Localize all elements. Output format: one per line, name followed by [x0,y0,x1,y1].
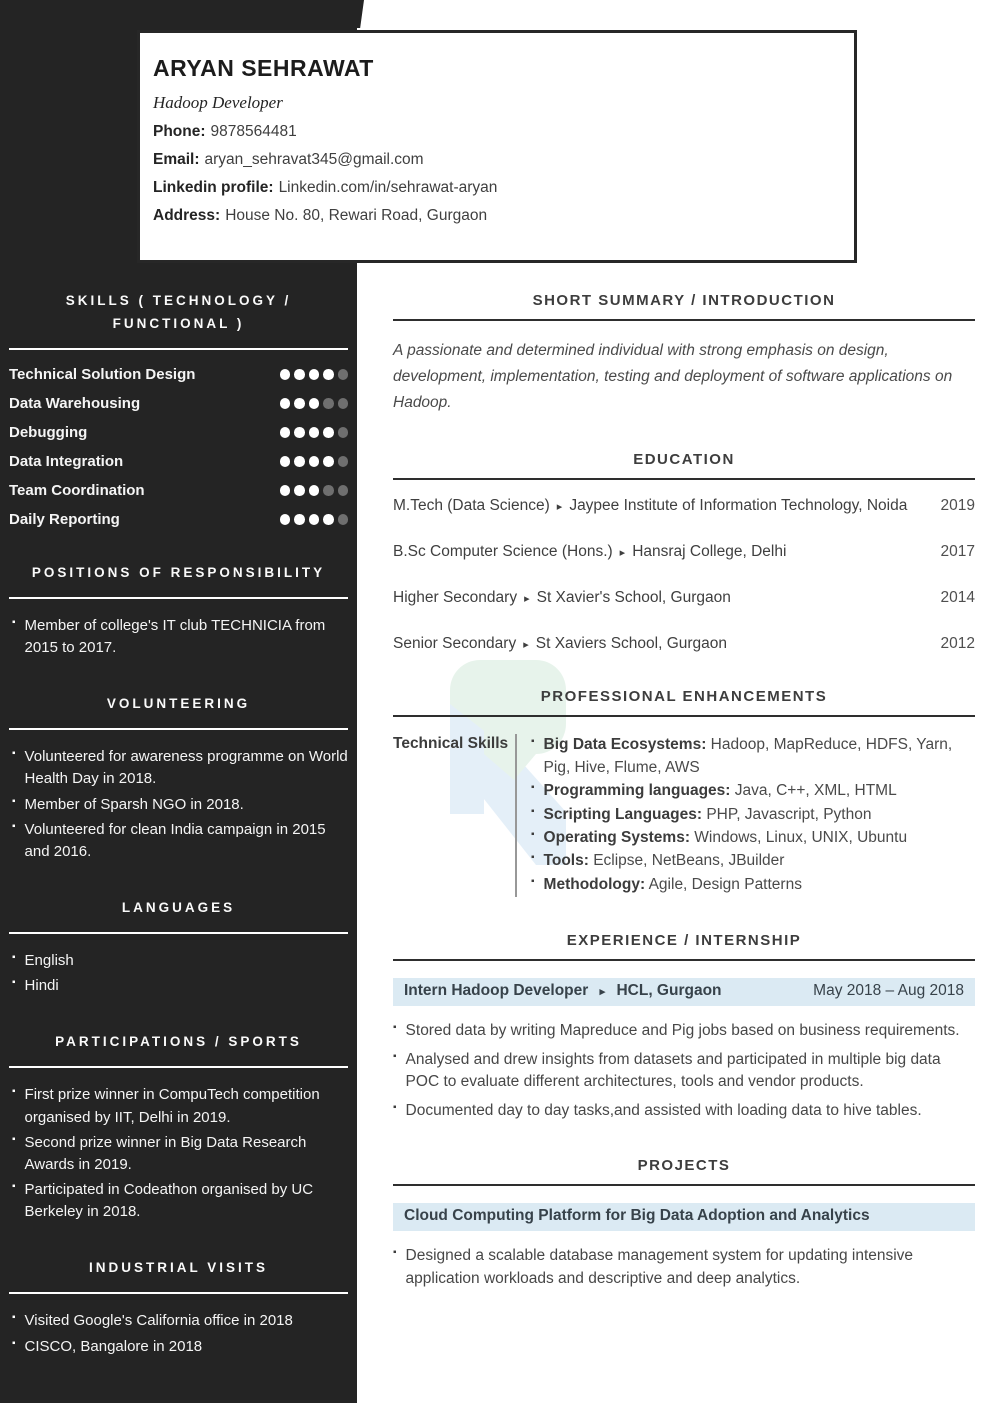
rating-dot-empty [338,369,349,380]
bullet-square-icon: ▪ [12,795,16,807]
header-card [137,30,857,263]
technical-skills-row-label: Technical Skills [393,735,509,753]
education-year: 2017 [940,543,975,561]
summary-text: A passionate and determined individual with strong emphasis on design, development, implementation, testing and deployment of software applications on Hadoop. [393,342,953,412]
experience-heading: EXPERIENCE / INTERNSHIP [566,932,802,950]
bullet-item [393,1100,975,1122]
technical-skill-item [531,850,975,872]
bullet-square-icon: ▪ [531,736,535,748]
arrow-separator-icon: ▸ [619,547,626,560]
technical-skill-item [531,734,975,779]
job-role: Intern Hadoop Developer [404,982,589,1000]
bullet-square-icon: ▪ [531,828,535,840]
skill-rating [280,427,349,438]
bullet-square-icon: ▪ [12,1337,16,1349]
rating-dot-filled [309,485,320,496]
list-item-text: Second prize winner in Big Data Research Awards in 2019. [24,1133,307,1173]
list-item-text: Visited Google's California office in 2018 [24,1312,293,1330]
technical-skill-text: Operating Systems: Windows, Linux, UNIX, Ubuntu [543,828,908,846]
technical-skill-text: Tools: Eclipse, NetBeans, JBuilder [543,852,785,870]
sidebar-section-volunteering [9,693,348,863]
contact-label: Linkedin profile: [153,179,274,196]
skill-label: Team Coordination [9,481,145,499]
rating-dot-filled [294,485,305,496]
positions-heading: POSITIONS OF RESPONSIBILITY [31,564,326,580]
skill-label: Data Warehousing [9,394,141,412]
technical-skill-label: Scripting Languages: [543,805,703,823]
rating-dot-filled [323,427,334,438]
education-degree-line [393,543,929,561]
bullet-square-icon: ▪ [531,782,535,794]
list-item-text: First prize winner in CompuTech competition organised by IIT, Delhi in 2019. [24,1086,320,1126]
list-item-text: Volunteered for awareness programme on World Health Day in 2018. [24,748,348,788]
section-education [393,451,975,653]
skill-row [9,395,348,412]
bullet-square-icon: ▪ [393,1247,397,1259]
section-rule [9,728,348,730]
bullet-square-icon: ▪ [12,1312,16,1324]
education-degree-line [393,497,929,515]
section-projects [393,1157,975,1290]
skill-label: Data Integration [9,452,124,470]
volunteering-heading: VOLUNTEERING [106,696,251,712]
skill-rating [280,456,349,467]
technical-skill-item [531,780,975,802]
school-name: St Xaviers School, Gurgaon [535,635,728,653]
list-item-text: Member of Sparsh NGO in 2018. [24,795,244,813]
school-name: Hansraj College, Delhi [632,543,787,561]
section-rule [393,478,975,480]
rating-dot-filled [323,456,334,467]
skill-label: Technical Solution Design [9,365,196,383]
rating-dot-filled [309,514,320,525]
rating-dot-filled [309,398,320,409]
contact-label: Address: [153,207,221,224]
project-title: Cloud Computing Platform for Big Data Adoption and Analytics [404,1207,870,1225]
list-item [9,950,348,972]
list-item-text: CISCO, Bangalore in 2018 [24,1337,203,1355]
education-heading: EDUCATION [633,451,735,469]
arrow-separator-icon: ▸ [523,639,529,652]
degree-name: Senior Secondary [393,635,517,653]
education-degree-line [393,589,929,607]
contact-row [153,207,844,225]
bullet-square-icon: ▪ [531,805,535,817]
bullet-square-icon: ▪ [12,1181,16,1193]
list-item [9,794,348,816]
bullet-item-text: Analysed and drew insights from datasets and participated in multiple big data POC to evaluate different architectures, tools and vendor products. [405,1050,941,1091]
rating-dot-filled [280,456,291,467]
experience-job-line [404,982,722,1000]
education-year: 2012 [940,635,975,653]
skills-heading: SKILLS ( TECHNOLOGY / FUNCTIONAL ) [65,293,292,331]
sidebar-section-languages [9,897,348,997]
section-rule [393,319,975,321]
education-degree-line [393,635,929,653]
list-item-text: Hindi [24,977,59,995]
education-row [393,635,975,653]
skill-label: Daily Reporting [9,510,120,528]
list-item [9,746,348,790]
education-year: 2014 [940,589,975,607]
technical-skill-text: Big Data Ecosystems: Hadoop, MapReduce, HDFS, Yarn, Pig, Hive, Flume, AWS [543,736,953,776]
contact-row [153,151,844,169]
bullet-item [393,1049,975,1094]
list-item [9,1179,348,1223]
job-dates: May 2018 – Aug 2018 [813,982,964,1000]
bullet-square-icon: ▪ [531,875,535,887]
list-item-text: Member of college's IT club TECHNICIA from 2015 to 2017. [24,616,326,656]
sidebar-section-industrial-visits [9,1257,348,1357]
technical-skill-text: Programming languages: Java, C++, XML, HTML [543,782,897,800]
contact-value: House No. 80, Rewari Road, Gurgaon [225,207,488,224]
contact-row [153,123,844,141]
rating-dot-empty [338,398,349,409]
rating-dot-empty [338,427,349,438]
technical-skill-label: Methodology: [543,875,646,893]
technical-skills-list [515,734,975,897]
bullet-item [393,1245,975,1290]
bullet-square-icon: ▪ [12,616,16,628]
technical-skills-table [393,734,975,897]
industrial-visits-heading: INDUSTRIAL VISITS [88,1260,268,1276]
bullet-square-icon: ▪ [12,820,16,832]
rating-dot-empty [323,398,334,409]
school-name: Jaypee Institute of Information Technology, Noida [569,497,908,515]
rating-dot-filled [280,485,291,496]
section-professional-enhancements [393,688,975,897]
contact-value: Linkedin.com/in/sehrawat-aryan [278,179,498,196]
section-rule [9,1292,348,1294]
list-item [9,819,348,863]
rating-dot-filled [309,456,320,467]
technical-skill-item [531,874,975,896]
experience-bullet-list [393,1020,975,1122]
project-highlight-bar [393,1203,975,1231]
summary-heading: SHORT SUMMARY / INTRODUCTION [532,292,836,309]
skill-rating [280,369,349,380]
list-item [9,1084,348,1128]
technical-skill-text: Methodology: Agile, Design Patterns [543,875,802,893]
section-rule [393,1184,975,1186]
rating-dot-filled [309,369,320,380]
contact-value: 9878564481 [210,123,297,140]
list-item [9,1310,348,1332]
languages-heading: LANGUAGES [121,900,236,916]
education-row [393,543,975,561]
section-rule [9,597,348,599]
skill-row [9,424,348,441]
degree-name: M.Tech (Data Science) [393,497,550,515]
rating-dot-filled [294,456,305,467]
education-list [393,497,975,653]
industrial-visits-list [9,1310,348,1357]
technical-skill-item [531,827,975,849]
sidebar-section-positions [9,562,348,659]
rating-dot-filled [294,514,305,525]
participations-heading: PARTICIPATIONS / SPORTS [55,1034,302,1050]
rating-dot-filled [294,398,305,409]
list-item [9,615,348,659]
education-row [393,497,975,515]
list-item [9,1132,348,1176]
rating-dot-filled [280,514,291,525]
list-item [9,975,348,997]
section-experience [393,932,975,1122]
degree-name: Higher Secondary [393,589,518,607]
candidate-name: ARYAN SEHRAWAT [153,55,374,81]
section-rule [9,1066,348,1068]
bullet-square-icon: ▪ [531,852,535,864]
bullet-square-icon: ▪ [393,1101,397,1113]
section-rule [393,959,975,961]
technical-skill-label: Tools: [543,852,589,870]
arrow-separator-icon: ▸ [556,501,563,514]
job-company: HCL, Gurgaon [616,982,722,1000]
rating-dot-filled [294,369,305,380]
technical-skill-label: Big Data Ecosystems: [543,736,707,754]
contact-list [153,123,844,225]
skills-list [9,366,348,528]
technical-skill-label: Operating Systems: [543,828,690,846]
list-item-text: Volunteered for clean India campaign in 2015 and 2016. [24,820,326,860]
bullet-item [393,1020,975,1042]
professional-enhancements-heading: PROFESSIONAL ENHANCEMENTS [540,688,828,706]
languages-list [9,950,348,997]
list-item-text: Participated in Codeathon organised by UC Berkeley in 2018. [24,1181,314,1221]
bullet-square-icon: ▪ [393,1050,397,1062]
sidebar-section-participations [9,1031,348,1223]
arrow-separator-icon: ▸ [599,986,606,999]
participations-list [9,1084,348,1223]
list-item [9,1336,348,1358]
list-item-text: English [24,952,74,969]
skill-row [9,511,348,528]
rating-dot-filled [280,427,291,438]
section-rule [393,715,975,717]
rating-dot-filled [294,427,305,438]
bullet-square-icon: ▪ [12,952,16,963]
bullet-square-icon: ▪ [12,748,16,760]
technical-skill-text: Scripting Languages: PHP, Javascript, Python [543,805,872,823]
positions-list [9,615,348,659]
education-row [393,589,975,607]
section-rule [9,932,348,934]
skill-rating [280,485,349,496]
volunteering-list [9,746,348,863]
rating-dot-filled [280,369,291,380]
skill-row [9,366,348,383]
skill-row [9,482,348,499]
technical-skill-label: Programming languages: [543,782,731,800]
rating-dot-empty [338,485,349,496]
degree-name: B.Sc Computer Science (Hons.) [393,543,613,561]
rating-dot-filled [323,514,334,525]
school-name: St Xavier's School, Gurgaon [536,589,731,607]
rating-dot-filled [309,427,320,438]
rating-dot-empty [338,456,349,467]
skill-rating [280,514,349,525]
technical-skill-item [531,804,975,826]
section-rule [9,348,348,350]
bullet-square-icon: ▪ [12,1133,16,1145]
rating-dot-empty [323,485,334,496]
bullet-item-text: Stored data by writing Mapreduce and Pig jobs based on business requirements. [405,1022,960,1040]
contact-label: Email: [153,151,200,168]
bullet-item-text: Designed a scalable database management system for updating intensive application workloads and descriptive and deep analytics. [405,1247,914,1287]
contact-row [153,179,844,197]
education-year: 2019 [940,497,975,515]
projects-heading: PROJECTS [637,1157,731,1175]
candidate-title: Hadoop Developer [153,93,283,112]
sidebar-section-skills [9,290,348,528]
contact-label: Phone: [153,123,206,140]
arrow-separator-icon: ▸ [524,593,530,606]
skill-row [9,453,348,470]
bullet-square-icon: ▪ [393,1022,397,1034]
rating-dot-filled [280,398,291,409]
contact-value: aryan_sehravat345@gmail.com [204,151,424,168]
bullet-square-icon: ▪ [12,977,16,989]
bullet-item-text: Documented day to day tasks,and assisted with loading data to hive tables. [405,1101,922,1119]
rating-dot-empty [338,514,349,525]
skill-rating [280,398,349,409]
rating-dot-filled [323,369,334,380]
bullet-square-icon: ▪ [12,1086,16,1098]
experience-highlight-bar [393,978,975,1006]
skill-label: Debugging [9,423,88,441]
project-bullet-list [393,1245,975,1290]
section-summary [393,292,975,416]
